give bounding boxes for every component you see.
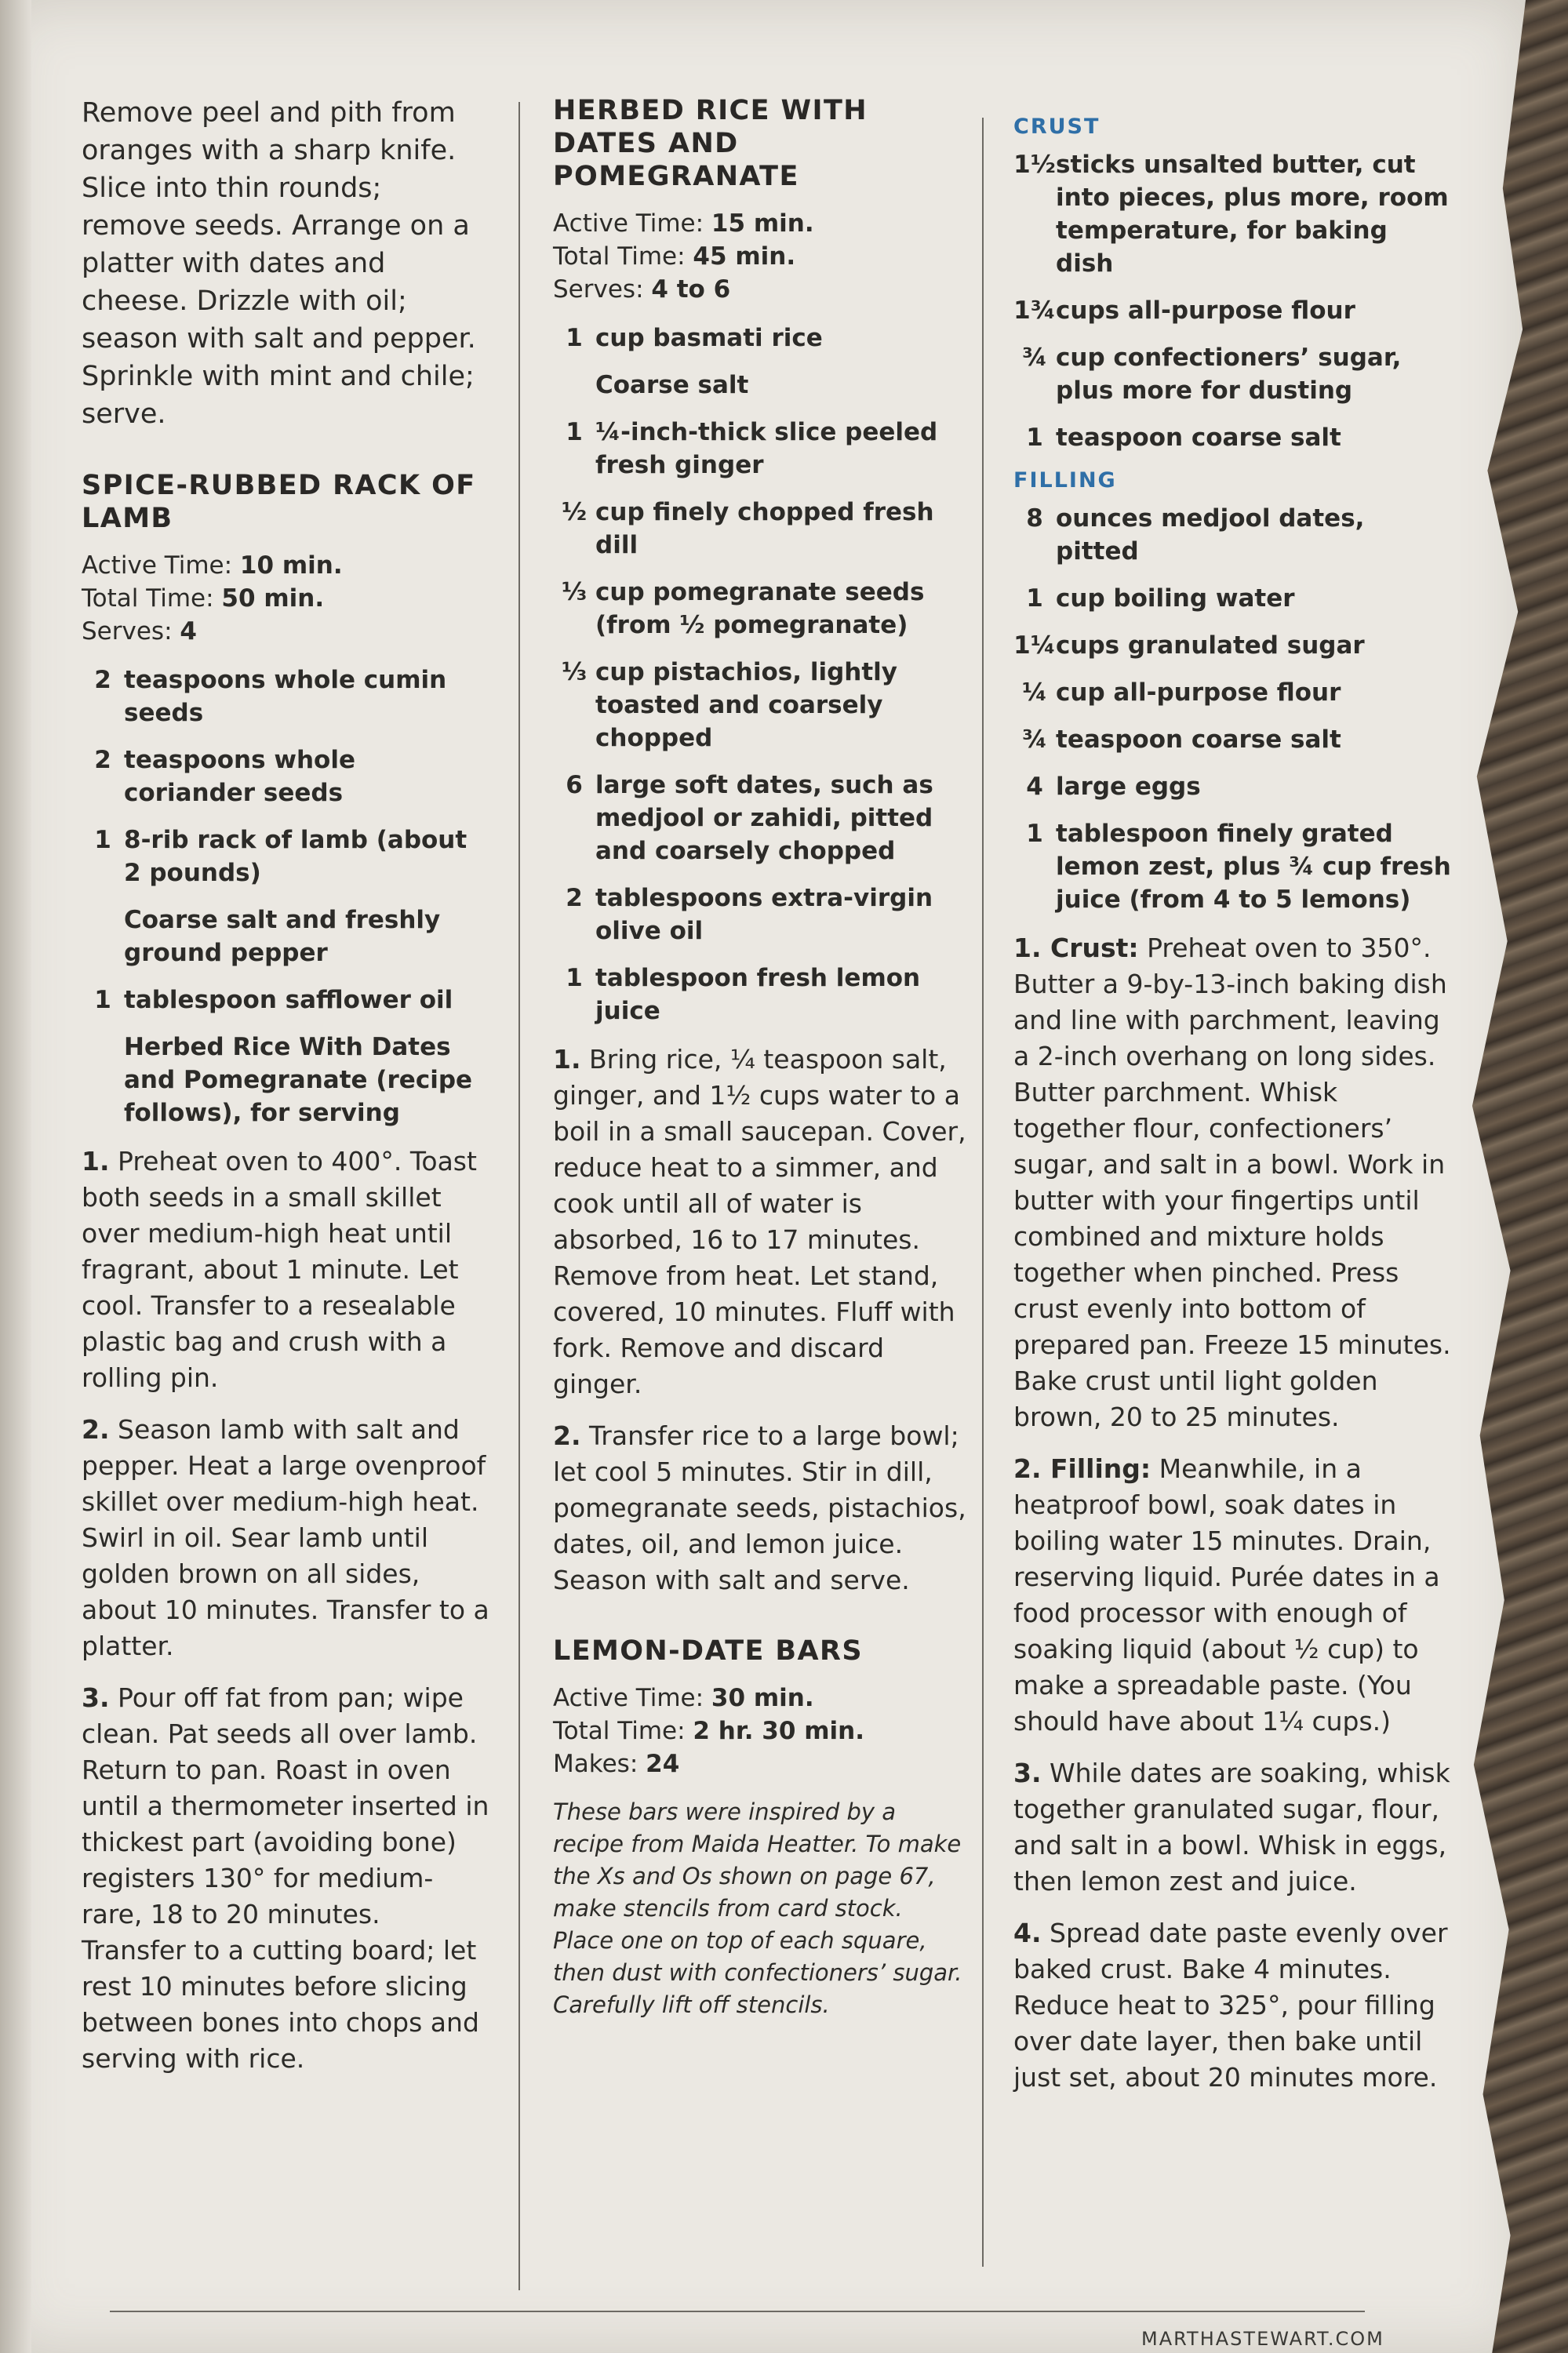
ingredient-item: 1 tablespoon finely grated lemon zest, plus ¾ cup fresh juice (from 4 to 5 lemons) — [1026, 820, 1451, 914]
column-bars-recipe — [1013, 94, 1453, 2111]
ingredient-item: ¾ teaspoon coarse salt — [1021, 726, 1341, 754]
crust-ingredients — [1013, 148, 1453, 454]
ingredient-item: 1½ sticks unsalted butter, cut into pieces, plus more, room temperature, for baking dish — [1013, 151, 1449, 278]
bottom-rule — [110, 2311, 1365, 2312]
column-lamb — [82, 94, 489, 2093]
step: 1. Crust: Preheat oven to 350°. Butter a 9-by-13-inch baking dish and line with parchment, leaving a 2-inch overhang on long sides. Butter parchment. Whisk together flour, confectioners’ sugar, and salt in a bowl. Work in butter with your fingertips until combined and mixture holds together when pinched. Press crust evenly into bottom of prepared pan. Freeze 15 minutes. Bake crust until light golden brown, 20 to 25 minutes. — [1013, 933, 1451, 1432]
step: 1. Preheat oven to 400°. Toast both seeds in a small skillet over medium-high heat until fragrant, about 1 minute. Let cool. Transfer to a resealable plastic bag and crush with a rolling pin. — [82, 1146, 477, 1393]
ingredient-item: 2 teaspoons whole coriander seeds — [94, 746, 355, 807]
column-rice-and-bars — [553, 94, 969, 2037]
ingredient-item: 1 tablespoon fresh lemon juice — [566, 964, 921, 1025]
rice-steps — [553, 1042, 969, 1598]
ingredient-item: 1 tablespoon safflower oil — [94, 986, 453, 1014]
column-divider — [982, 118, 984, 2267]
filling-heading: FILLING — [1013, 468, 1117, 493]
ingredient-item: Coarse salt — [595, 371, 749, 399]
lamb-meta: Active Time: 10 min. Total Time: 50 min. Serves: 4 — [82, 551, 343, 646]
step: 2. Season lamb with salt and pepper. Heat a large ovenproof skillet over medium-high heat. Swirl in oil. Sear lamb until golden brown on all sides, about 10 minutes. Transfer to a platter. — [82, 1414, 489, 1661]
ingredient-item: 1 cup boiling water — [1026, 584, 1295, 613]
lamb-steps — [82, 1144, 489, 2077]
ingredient-item: 6 large soft dates, such as medjool or zahidi, pitted and coarsely chopped — [566, 771, 933, 865]
site-url: MARTHASTEWART.COM — [1141, 2328, 1384, 2350]
ingredient-item: ¼ cup all-purpose flour — [1021, 678, 1341, 707]
ingredient-item: ½ cup finely chopped fresh dill — [561, 498, 934, 559]
ingredient-item: ¾ cup confectioners’ sugar, plus more for dusting — [1021, 344, 1402, 405]
step: 1. Bring rice, ¼ teaspoon salt, ginger, and 1½ cups water to a boil in a small saucepan. Cover, reduce heat to a simmer, and cook until all of water is absorbed, 16 to 17 minutes. Remove from heat. Let stand, covered, 10 minutes. Fluff with fork. Remove and discard ginger. — [553, 1044, 966, 1399]
ingredient-item: ⅓ cup pistachios, lightly toasted and coarsely chopped — [561, 658, 897, 752]
bars-recipe-title: LEMON-DATE BARS — [553, 1635, 863, 1667]
orange-salad-instructions: Remove peel and pith from oranges with a sharp knife. Slice into thin rounds; remove seeds. Arrange on a platter with dates and cheese. Drizzle with oil; season with salt and pepper. Sprinkle with mint and chile; serve. — [82, 97, 476, 430]
filling-ingredients — [1013, 502, 1453, 916]
ingredient-item: 1 cup basmati rice — [566, 324, 823, 352]
bars-headnote: These bars were inspired by a recipe from Maida Heatter. To make the Xs and Os shown on page 67, make stencils from card stock. Place one on top of each square, then dust with confectioners’ sugar. Carefully lift off stencils. — [553, 1798, 962, 2018]
lamb-recipe-title: SPICE-RUBBED RACK OF LAMB — [82, 470, 476, 534]
ingredient-item: 1¾ cups all-purpose flour — [1013, 296, 1355, 325]
rice-meta: Active Time: 15 min. Total Time: 45 min. Serves: 4 to 6 — [553, 209, 814, 304]
ingredient-item: 2 teaspoons whole cumin seeds — [94, 666, 447, 727]
step: 3. While dates are soaking, whisk together granulated sugar, flour, and salt in a bowl. Whisk in eggs, then lemon zest and juice. — [1013, 1758, 1450, 1897]
step: 3. Pour off fat from pan; wipe clean. Pat seeds all over lamb. Return to pan. Roast in oven until a thermometer inserted in thickest part (avoiding bone) registers 130° for medium-rare, 18 to 20 minutes. Transfer to a cutting board; let rest 10 minutes before slicing between bones into chops and serving with rice. — [82, 1682, 489, 2074]
crust-heading: CRUST — [1013, 115, 1101, 139]
ingredient-item: 4 large eggs — [1026, 773, 1201, 801]
ingredient-item: Herbed Rice With Dates and Pomegranate (recipe follows), for serving — [124, 1033, 473, 1127]
ingredient-item: Coarse salt and freshly ground pepper — [124, 906, 441, 967]
bars-steps — [1013, 930, 1453, 2096]
ingredient-item: 8 ounces medjool dates, pitted — [1026, 504, 1365, 566]
step: 4. Spread date paste evenly over baked crust. Bake 4 minutes. Reduce heat to 325°, pour filling over date layer, then bake until just set, about 20 minutes more. — [1013, 1918, 1448, 2093]
page-fold-edge — [0, 0, 31, 2353]
ingredient-item: 2 tablespoons extra-virgin olive oil — [566, 884, 933, 945]
step: 2. Filling: Meanwhile, in a heatproof bowl, soak dates in boiling water 15 minutes. Drain, reserving liquid. Purée dates in a food processor with enough of soaking liquid (about ½ cup) to make a spreadable paste. (You should have about 1¼ cups.) — [1013, 1453, 1440, 1737]
rice-ingredients — [553, 322, 969, 1027]
ingredient-item: 1 teaspoon coarse salt — [1026, 424, 1341, 452]
step: 2. Transfer rice to a large bowl; let cool 5 minutes. Stir in dill, pomegranate seeds, pistachios, dates, oil, and lemon juice. Season with salt and serve. — [553, 1420, 966, 1595]
ingredient-item: ⅓ cup pomegranate seeds (from ½ pomegranate) — [561, 578, 925, 639]
column-divider — [518, 102, 520, 2290]
bars-meta: Active Time: 30 min. Total Time: 2 hr. 30 min. Makes: 24 — [553, 1684, 864, 1778]
lamb-ingredients — [82, 664, 489, 1129]
rice-recipe-title: HERBED RICE WITH DATES AND POMEGRANATE — [553, 95, 868, 192]
ingredient-item: 1 8-rib rack of lamb (about 2 pounds) — [94, 826, 467, 887]
ingredient-item: 1¼ cups granulated sugar — [1013, 631, 1365, 660]
ingredient-item: 1 ¼-inch-thick slice peeled fresh ginger — [566, 418, 938, 479]
